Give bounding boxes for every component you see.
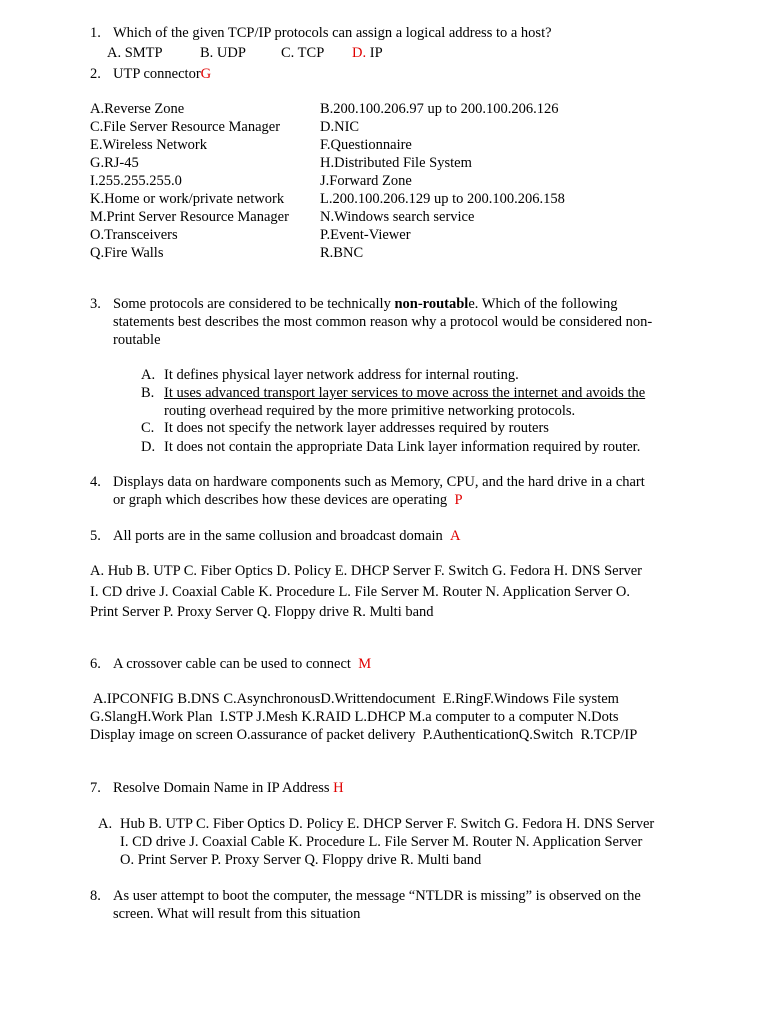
match-right-item: H.Distributed File System [320, 155, 472, 171]
question-text-line: routable [113, 332, 161, 348]
question-text: Which of the given TCP/IP protocols can assign a logical address to a host? [113, 25, 552, 41]
question-text-line [113, 295, 617, 313]
match-right-item: J.Forward Zone [320, 173, 412, 189]
option-letter: C. [141, 420, 155, 436]
answer-marker: P [454, 492, 463, 508]
question-text-line: As user attempt to boot the computer, the message “NTLDR is missing” is observed on the [113, 888, 641, 904]
question-number: 7. [90, 780, 101, 796]
question-text-line: Displays data on hardware components such as Memory, CPU, and the hard drive in a chart [113, 474, 645, 490]
match-right-item: P.Event-Viewer [320, 227, 411, 243]
question-text-line: screen. What will result from this situation [113, 906, 361, 922]
question-number: 4. [90, 474, 101, 490]
choices-line: G.SlangH.Work Plan I.STP J.Mesh K.RAID L.DHCP M.a computer to a computer N.Dots [90, 709, 619, 725]
question-text-body: All ports are in the same collusion and broadcast domain [113, 528, 443, 544]
match-left-item: K.Home or work/private network [90, 191, 285, 207]
question-text-line: statements best describes the most common reason why a protocol would be considered non- [113, 314, 653, 330]
question-text-body: or graph which describes how these devices are operating [113, 492, 448, 508]
match-left-item: G.RJ-45 [90, 155, 139, 171]
answer-marker: H [333, 780, 344, 796]
option-letter: A. [98, 816, 113, 832]
question-text [113, 655, 371, 673]
question-text [113, 779, 344, 797]
choices-line: I. CD drive J. Coaxial Cable K. Procedure L. File Server M. Router N. Application Server [120, 834, 643, 850]
match-left-item: O.Transceivers [90, 227, 178, 243]
option-b: It uses advanced transport layer services to move across the internet and avoids the [164, 385, 646, 401]
match-left-item: E.Wireless Network [90, 137, 207, 153]
question-text [113, 65, 211, 83]
match-right-item: B.200.100.206.97 up to 200.100.206.126 [320, 101, 559, 117]
answer-marker: G [200, 66, 212, 82]
match-left-item: M.Print Server Resource Manager [90, 209, 289, 225]
question-number: 8. [90, 888, 101, 904]
match-left-item: Q.Fire Walls [90, 245, 164, 261]
option-a: It defines physical layer network address for internal routing. [164, 367, 519, 383]
match-left-item: C.File Server Resource Manager [90, 119, 281, 135]
question-text [113, 527, 461, 545]
match-right-item: R.BNC [320, 245, 364, 261]
option-c: C. TCP [281, 45, 325, 61]
match-right-item: F.Questionnaire [320, 137, 412, 153]
option-letter: D. [141, 439, 156, 455]
choices-line: I. CD drive J. Coaxial Cable K. Procedure L. File Server M. Router N. Application Server O. [90, 584, 631, 600]
match-left-item: I.255.255.255.0 [90, 173, 182, 189]
match-right-item: N.Windows search service [320, 209, 475, 225]
question-text-part: e. Which of the following [468, 296, 618, 312]
choices-line: Display image on screen O.assurance of packet delivery P.AuthenticationQ.Switch R.TCP/IP [90, 727, 638, 743]
match-right-item: D.NIC [320, 119, 360, 135]
answer-marker: D. [352, 45, 367, 61]
choices-line: O. Print Server P. Proxy Server Q. Floppy drive R. Multi band [120, 852, 482, 868]
question-text-bold: non-routabl [394, 296, 469, 312]
question-number: 2. [90, 66, 101, 82]
question-number: 1. [90, 25, 101, 41]
choices-line: Print Server P. Proxy Server Q. Floppy drive R. Multi band [90, 604, 434, 620]
option-d-text: IP [366, 45, 383, 61]
question-text-part: Some protocols are considered to be technically [113, 296, 395, 312]
answer-marker: M [358, 656, 372, 672]
option-b-continued: routing overhead required by the more primitive networking protocols. [164, 403, 576, 419]
question-number: 5. [90, 528, 101, 544]
question-number: 3. [90, 296, 101, 312]
choices-line: A. Hub B. UTP C. Fiber Optics D. Policy E. DHCP Server F. Switch G. Fedora H. DNS Server [90, 563, 642, 579]
question-number: 6. [90, 656, 101, 672]
option-letter: B. [141, 385, 155, 401]
match-left-item: A.Reverse Zone [90, 101, 185, 117]
question-text-body: Resolve Domain Name in IP Address [113, 780, 330, 796]
option-letter: A. [141, 367, 156, 383]
question-text-body: A crossover cable can be used to connect [113, 656, 351, 672]
match-right-item: L.200.100.206.129 up to 200.100.206.158 [320, 191, 565, 207]
option-d [352, 44, 383, 62]
question-text-line [113, 491, 463, 509]
choices-line: Hub B. UTP C. Fiber Optics D. Policy E. DHCP Server F. Switch G. Fedora H. DNS Server [120, 816, 655, 832]
choices-line: A.IPCONFIG B.DNS C.AsynchronousD.Writtendocument E.RingF.Windows File system [90, 691, 619, 707]
option-b: B. UDP [200, 45, 246, 61]
question-text-body: UTP connector [113, 66, 201, 82]
option-a: A. SMTP [107, 45, 163, 61]
option-d: It does not contain the appropriate Data Link layer information required by router. [164, 439, 641, 455]
answer-marker: A [450, 528, 461, 544]
option-c: It does not specify the network layer addresses required by routers [164, 420, 549, 436]
